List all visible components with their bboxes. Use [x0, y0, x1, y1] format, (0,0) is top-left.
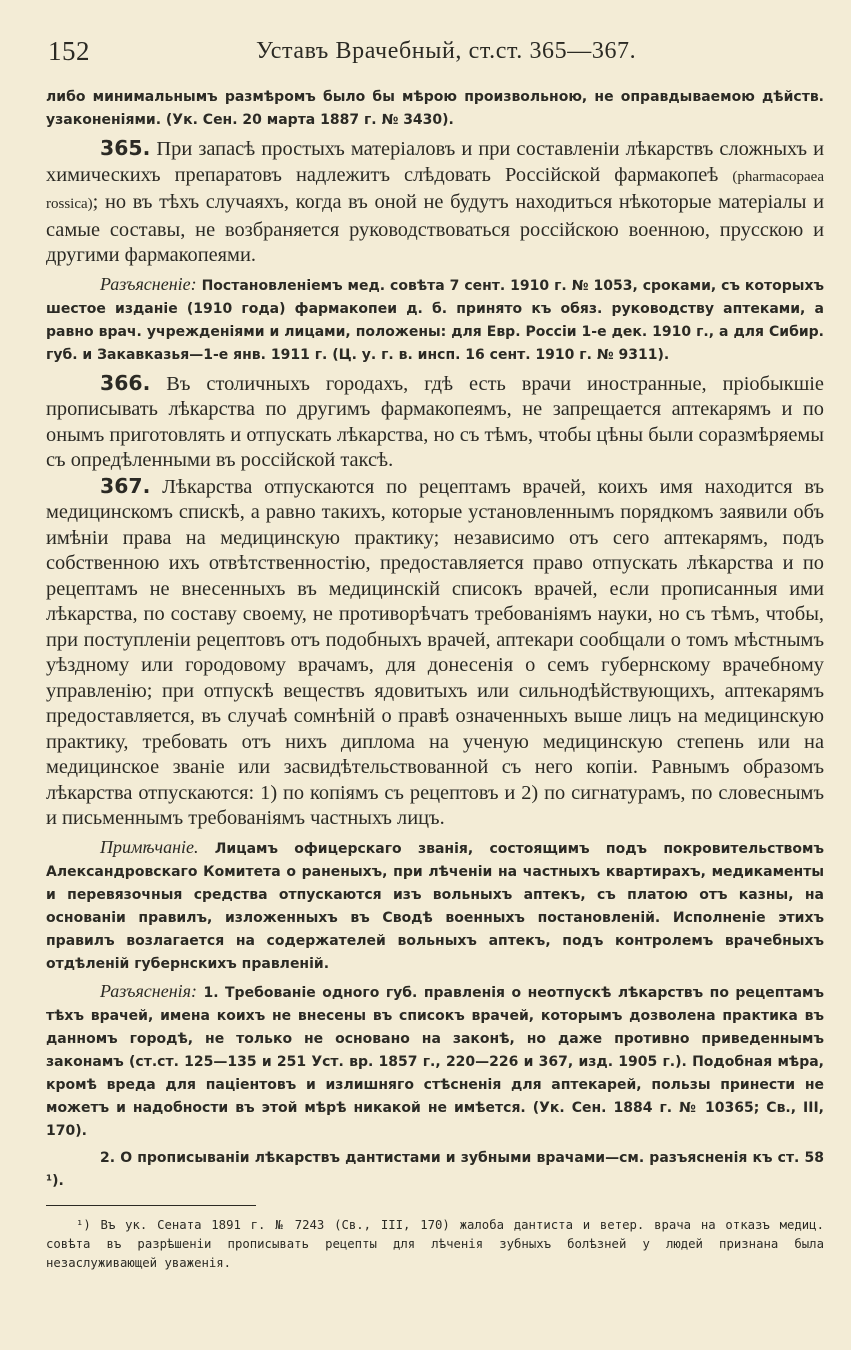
article-365-text-b: ; но въ тѣхъ случаяхъ, когда въ оной не будутъ находиться нѣкоторые матеріалы и самые составы, не возбраняется руководствоваться россійскою военною, прусскою и другими фармакопеями. — [46, 191, 824, 266]
note-367-label: Примѣчаніе. — [100, 836, 199, 857]
explanation-367-item-2 — [46, 1147, 824, 1193]
footnote — [46, 1216, 824, 1273]
article-365-number: 365. — [100, 136, 151, 160]
footnote-text: ¹) Въ ук. Сената 1891 г. № 7243 (Св., III, 170) жалоба дантиста и ветер. врача на отказъ медиц. совѣта въ разрѣшеніи прописывать рецепты для лѣченія зубныхъ болѣзней у людей признана была незаслуживающей уваженія. — [46, 1217, 824, 1270]
article-365-text-a: При запасѣ простыхъ матеріаловъ и при составленіи лѣкарствъ сложныхъ и химическихъ препаратовъ надлежитъ слѣдовать Россійской фармакопеѣ — [46, 138, 824, 186]
document-page — [46, 36, 824, 1273]
note-367-text: Лицамъ офицерскаго званія, состоящимъ подъ покровительствомъ Александровскаго Комитета о раненыхъ, при лѣченіи на частныхъ квартирахъ, медикаменты и перевязочныя средства отпускаются изъ вольныхъ аптекъ, съ платою отъ казны, на основаніи правилъ, изложенныхъ въ Сводѣ военныхъ постановленій. Исполненіе этихъ правилъ возлагается на содержателей вольныхъ аптекъ, подъ контролемъ врачебныхъ отдѣленій губернскихъ правленій. — [46, 840, 824, 972]
article-366 — [46, 371, 824, 474]
running-title: Уставъ Врачебный, ст.ст. 365—367. — [256, 38, 637, 64]
article-365 — [46, 136, 824, 269]
article-367-text: Лѣкарства отпускаются по рецептамъ врачей, коихъ имя находится въ медицинскомъ спискѣ, а равно такихъ, которые установленнымъ порядкомъ заявили объ имѣніи права на медицинскую практику; независимо отъ сего аптекарямъ, подъ собственною ихъ отвѣтственностію, предоставляется право отпускать лѣкарства и по рецептамъ не внесенныхъ въ медицинскій списокъ врачей, если прописанныя ими лѣкарства, по составу своему, не противорѣчатъ требованіямъ науки, но съ тѣмъ, чтобы, при поступленіи рецептовъ отъ подобныхъ врачей, аптекари сообщали о томъ мѣстнымъ уѣздному или городовому врачамъ, для донесенія о семъ губернскому врачебному управленію; при отпускѣ веществъ ядовитыхъ или сильнодѣйствующихъ, аптекарямъ предоставляется, въ случаѣ сомнѣній о правѣ означенныхъ выше лицъ на медицинскую практику, требовать отъ нихъ диплома на ученую медицинскую степень или на медицинское званіе или засвидѣтельствованной съ него копіи. Равнымъ образомъ лѣкарства отпускаются: 1) по копіямъ съ рецептовъ и 2) по сигнатурамъ, по словеснымъ и письменнымъ требованіямъ частныхъ лицъ. — [46, 475, 824, 829]
article-366-text: Въ столичныхъ городахъ, гдѣ есть врачи иностранные, пріобыкшіе прописывать лѣкарства по другимъ фармакопеямъ, не запрещается аптекарямъ и по онымъ приготовлять и отпускать лѣкарства, но съ тѣмъ, чтобы цѣны были соразмѣряемы съ опредѣленными въ россійской таксѣ. — [46, 372, 824, 471]
page-number: 152 — [48, 36, 90, 66]
footnote-divider — [46, 1205, 256, 1206]
article-367 — [46, 474, 824, 832]
explanation-367-label: Разъясненія: — [100, 980, 198, 1001]
explanation-367-item-1 — [46, 980, 824, 1143]
page-header — [46, 36, 824, 76]
note-367 — [46, 836, 824, 976]
article-366-number: 366. — [100, 370, 151, 395]
explanation-365 — [46, 273, 824, 367]
intro-paragraph — [46, 86, 824, 132]
explanation-365-text: Постановленіемъ мед. совѣта 7 сент. 1910 г. № 1053, сроками, съ которыхъ шестое изданіе (1910 года) фармакопеи д. б. принято къ обяз. руководству аптеками, а равно врач. учрежденіями и лицами, положены: для Евр. Россіи 1-е дек. 1910 г., а для Сибир. губ. и Закавказья—1-е янв. 1911 г. (Ц. у. г. в. инсп. 16 сент. 1910 г. № 9311). — [46, 277, 824, 363]
explanation-367-text-2: 2. О прописываніи лѣкарствъ дантистами и зубными врачами—см. разъясненія къ ст. 58 ¹). — [46, 1149, 824, 1189]
explanation-367-text-1: 1. Требованіе одного губ. правленія о неотпускѣ лѣкарствъ по рецептамъ тѣхъ врачей, имена коихъ не внесены въ списокъ врачей, которымъ дозволена практика въ данномъ городѣ, не только не основано на законѣ, но даже противно приведеннымъ законамъ (ст.ст. 125—135 и 251 Уст. вр. 1857 г., 220—226 и 367, изд. 1905 г.). Подобная мѣра, кромѣ вреда для паціентовъ и излишняго стѣсненія для аптекарей, пользы принести не можетъ и надобности въ этой мѣрѣ никакой не имѣется. (Ук. Сен. 1884 г. № 10365; Св., III, 170). — [46, 984, 824, 1139]
article-365-latin: (pharmacopaea rossica) — [46, 168, 824, 212]
article-367-number: 367. — [100, 473, 151, 498]
intro-text: либо минимальнымъ размѣромъ было бы мѣрою произвольною, не оправдываемою дѣйств. узаконеніями. (Ук. Сен. 20 марта 1887 г. № 3430). — [46, 89, 824, 128]
explanation-365-label: Разъясненіе: — [100, 273, 197, 294]
